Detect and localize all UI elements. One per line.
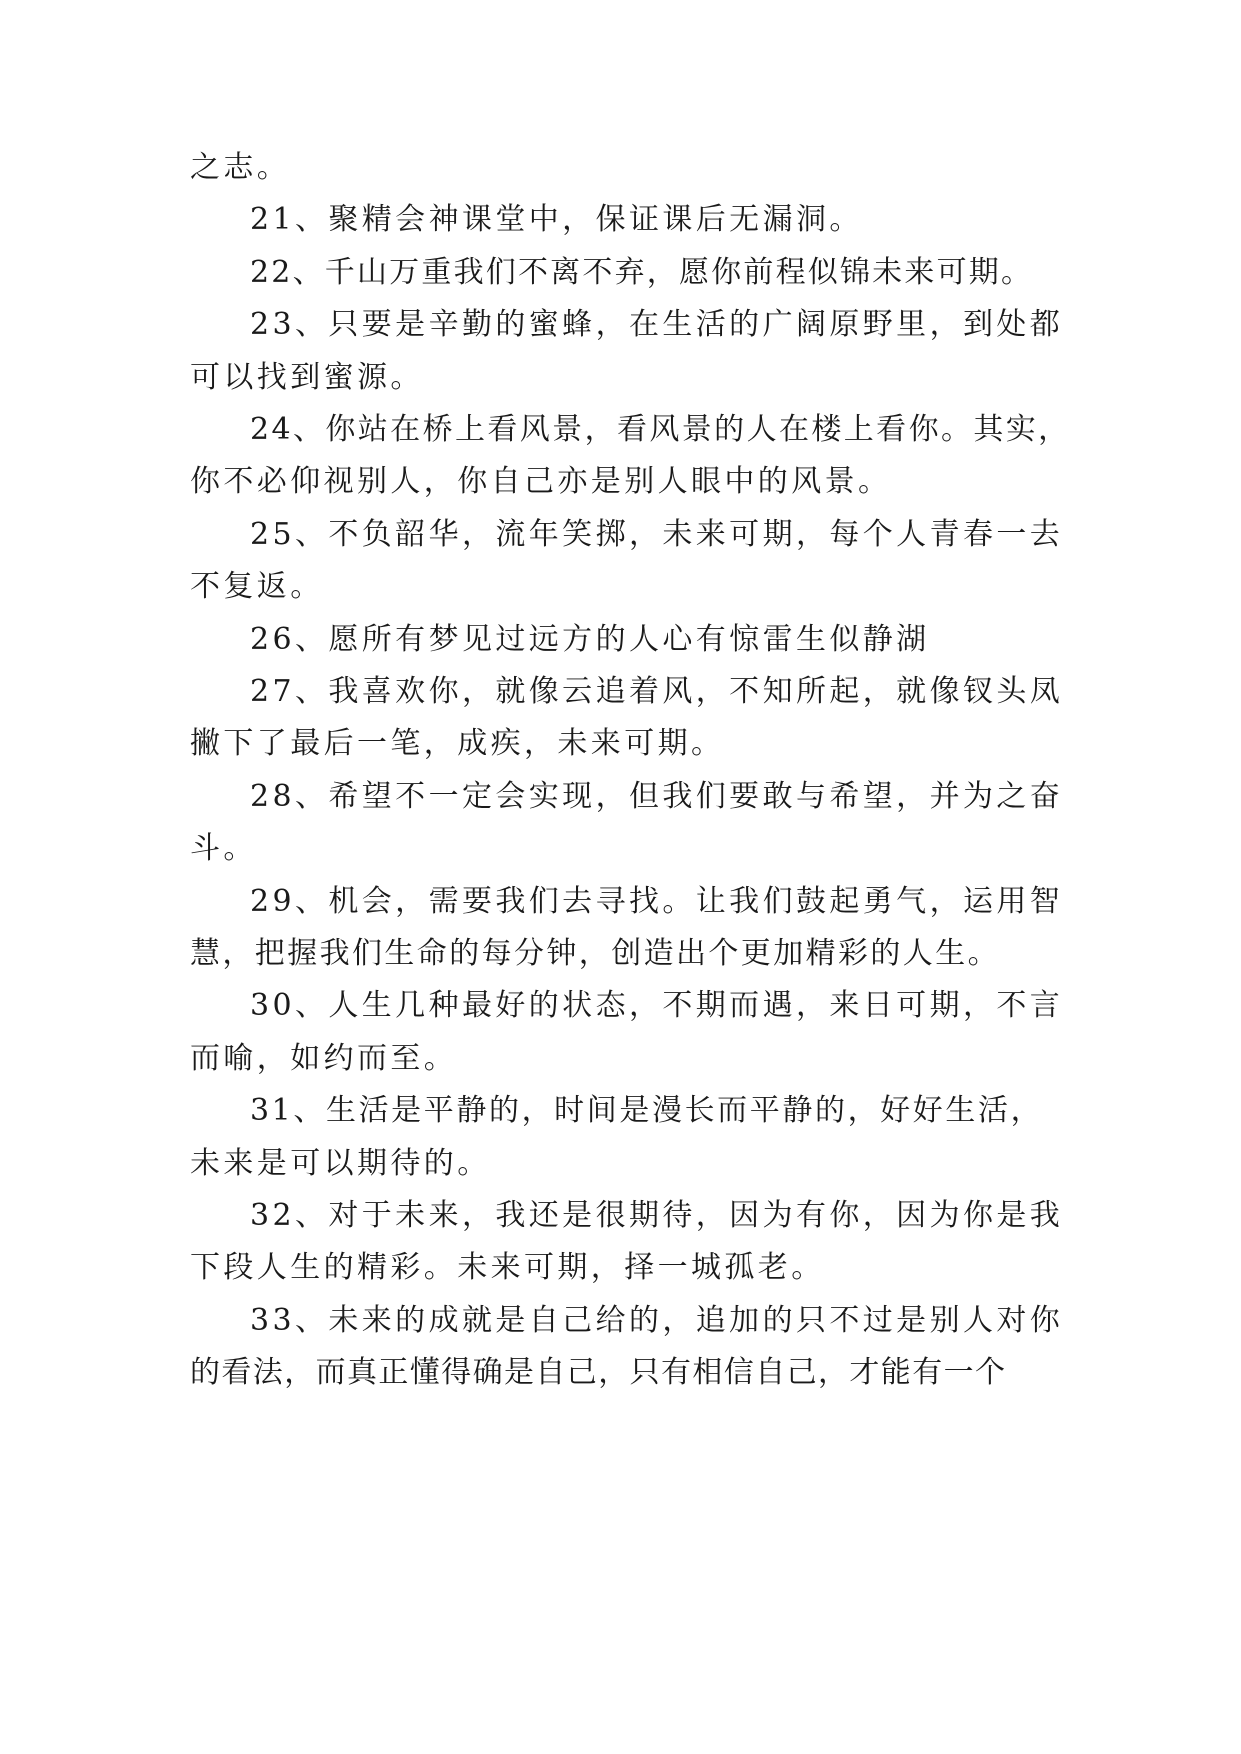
text-line: 下段人生的精彩。未来可期，择一城孤老。: [190, 1250, 825, 1285]
item-22-line: 22、千山万重我们不离不弃，愿你前程似锦未来可期。: [250, 255, 1034, 290]
text-line: 可以找到蜜源。: [190, 360, 424, 395]
text-line: 而喻，如约而至。: [190, 1041, 458, 1076]
item-33-line: 33、未来的成就是自己给的，追加的只不过是别人对你: [250, 1303, 1064, 1338]
text-line: 之志。: [190, 150, 291, 185]
text-line: 慧，把握我们生命的每分钟，创造出个更加精彩的人生。: [190, 936, 1000, 971]
item-27-line: 27、我喜欢你，就像云追着风，不知所起，就像钗头凤: [250, 674, 1064, 709]
item-32-line: 32、对于未来，我还是很期待，因为有你，因为你是我: [250, 1198, 1064, 1233]
text-line: 斗。: [190, 831, 257, 866]
item-23-line: 23、只要是辛勤的蜜蜂，在生活的广阔原野里，到处都: [250, 307, 1064, 342]
text-line: 不复返。: [190, 569, 324, 604]
text-line: 未来是可以期待的。: [190, 1146, 491, 1181]
item-26-line: 26、愿所有梦见过远方的人心有惊雷生似静湖: [250, 622, 930, 657]
item-29-line: 29、机会，需要我们去寻找。让我们鼓起勇气，运用智: [250, 884, 1064, 919]
item-31-line: 31、生活是平静的，时间是漫长而平静的，好好生活，: [250, 1093, 1044, 1128]
text-line: 你不必仰视别人，你自己亦是别人眼中的风景。: [190, 464, 892, 499]
text-line: 的看法，而真正懂得确是自己，只有相信自己，才能有一个: [190, 1355, 1007, 1390]
item-25-line: 25、不负韶华，流年笑掷，未来可期，每个人青春一去: [250, 517, 1064, 552]
item-30-line: 30、人生几种最好的状态，不期而遇，来日可期，不言: [250, 988, 1064, 1023]
text-line: 撇下了最后一笔，成疾，未来可期。: [190, 726, 725, 761]
item-21-line: 21、聚精会神课堂中，保证课后无漏洞。: [250, 202, 863, 237]
item-28-line: 28、希望不一定会实现，但我们要敢与希望，并为之奋: [250, 779, 1064, 814]
item-24-line: 24、你站在桥上看风景，看风景的人在楼上看你。其实，: [250, 412, 1071, 447]
